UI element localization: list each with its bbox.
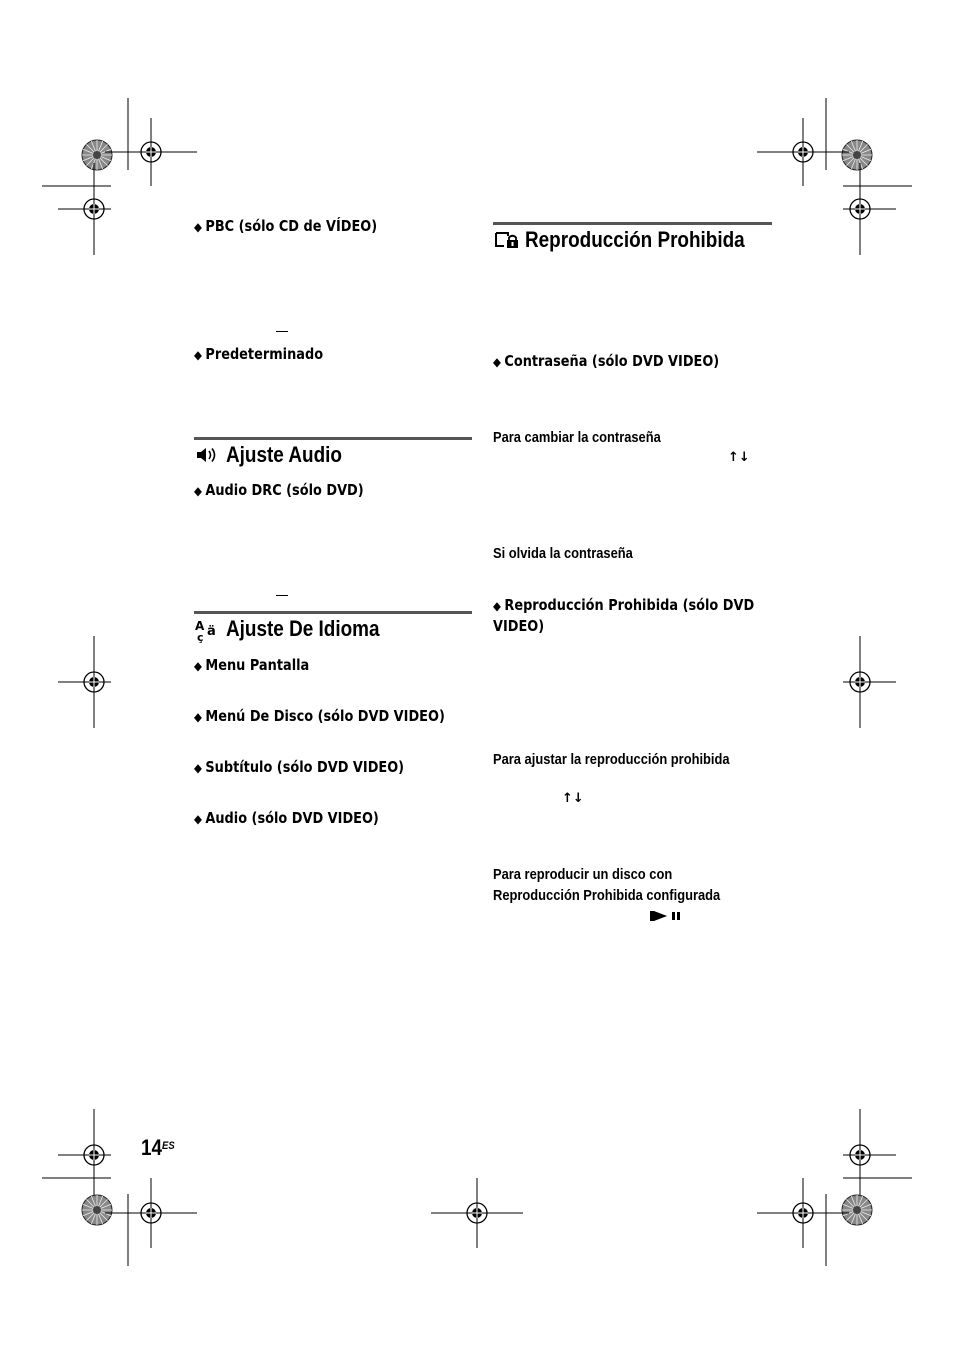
arrow-up-down-icon: ↑↓ [728, 450, 750, 465]
page-number: $14^{ES}$ [141, 1135, 175, 1160]
audio-heading: ◆ Audio (sólo DVD VIDEO) [194, 809, 379, 827]
reproducir-disco-heading: Para reproducir un disco con [493, 866, 673, 883]
section-rule [194, 437, 472, 440]
svg-text:ä: ä [207, 624, 216, 639]
reproduccion-prohibida-section [493, 222, 772, 256]
menu-pantalla-heading: ◆ Menu Pantalla [194, 656, 310, 674]
audio-drc-heading: ◆ Audio DRC (sólo DVD) [194, 481, 364, 499]
predeterminado-heading: ◆ Predeterminado [194, 345, 324, 363]
diamond-bullet-icon: ◆ [194, 812, 202, 826]
speaker-icon [195, 445, 219, 465]
dash-mark [276, 331, 288, 332]
ajustar-reproduccion-heading: Para ajustar la reproducción prohibida [493, 751, 730, 768]
section-rule [194, 611, 472, 614]
reproduccion-prohibida-heading-cont: VIDEO) [493, 617, 545, 635]
diamond-bullet-icon: ◆ [194, 348, 202, 362]
language-icon [195, 617, 221, 643]
parental-lock-icon [494, 230, 520, 250]
diamond-bullet-icon: ◆ [194, 484, 202, 498]
cambiar-contrasena-heading: Para cambiar la contraseña [493, 429, 661, 446]
reproduccion-prohibida-title: Reproducción Prohibida [525, 227, 745, 252]
play-pause-icon [650, 910, 684, 922]
arrow-up-down-icon: ↑↓ [562, 791, 584, 806]
page-number-suffix: ES [162, 1140, 175, 1152]
menu-disco-heading: ◆ Menú De Disco (sólo DVD VIDEO) [194, 707, 445, 725]
color-wheel-icon [82, 140, 112, 170]
ajuste-idioma-section [194, 611, 472, 645]
svg-text:ç: ç [197, 631, 204, 643]
contrasena-heading: ◆ Contraseña (sólo DVD VIDEO) [493, 352, 720, 370]
ajuste-idioma-title: Ajuste De Idioma [226, 616, 380, 641]
diamond-bullet-icon: ◆ [194, 220, 202, 234]
reproducir-disco-heading-cont: Reproducción Prohibida configurada [493, 887, 721, 904]
dash-mark [276, 595, 288, 596]
ajuste-audio-title: Ajuste Audio [226, 442, 342, 467]
olvida-contrasena-heading: Si olvida la contraseña [493, 545, 633, 562]
ajuste-audio-section [194, 437, 472, 471]
diamond-bullet-icon: ◆ [194, 659, 202, 673]
diamond-bullet-icon: ◆ [493, 599, 501, 613]
diamond-bullet-icon: ◆ [493, 355, 501, 369]
reproduccion-prohibida-heading: ◆ Reproducción Prohibida (sólo DVD [493, 596, 755, 614]
subtitulo-heading: ◆ Subtítulo (sólo DVD VIDEO) [194, 758, 405, 776]
pbc-heading: ◆ PBC (sólo CD de VÍDEO) [194, 217, 378, 235]
section-rule [493, 222, 772, 225]
diamond-bullet-icon: ◆ [194, 710, 202, 724]
diamond-bullet-icon: ◆ [194, 761, 202, 775]
svg-text:A: A [195, 619, 205, 633]
